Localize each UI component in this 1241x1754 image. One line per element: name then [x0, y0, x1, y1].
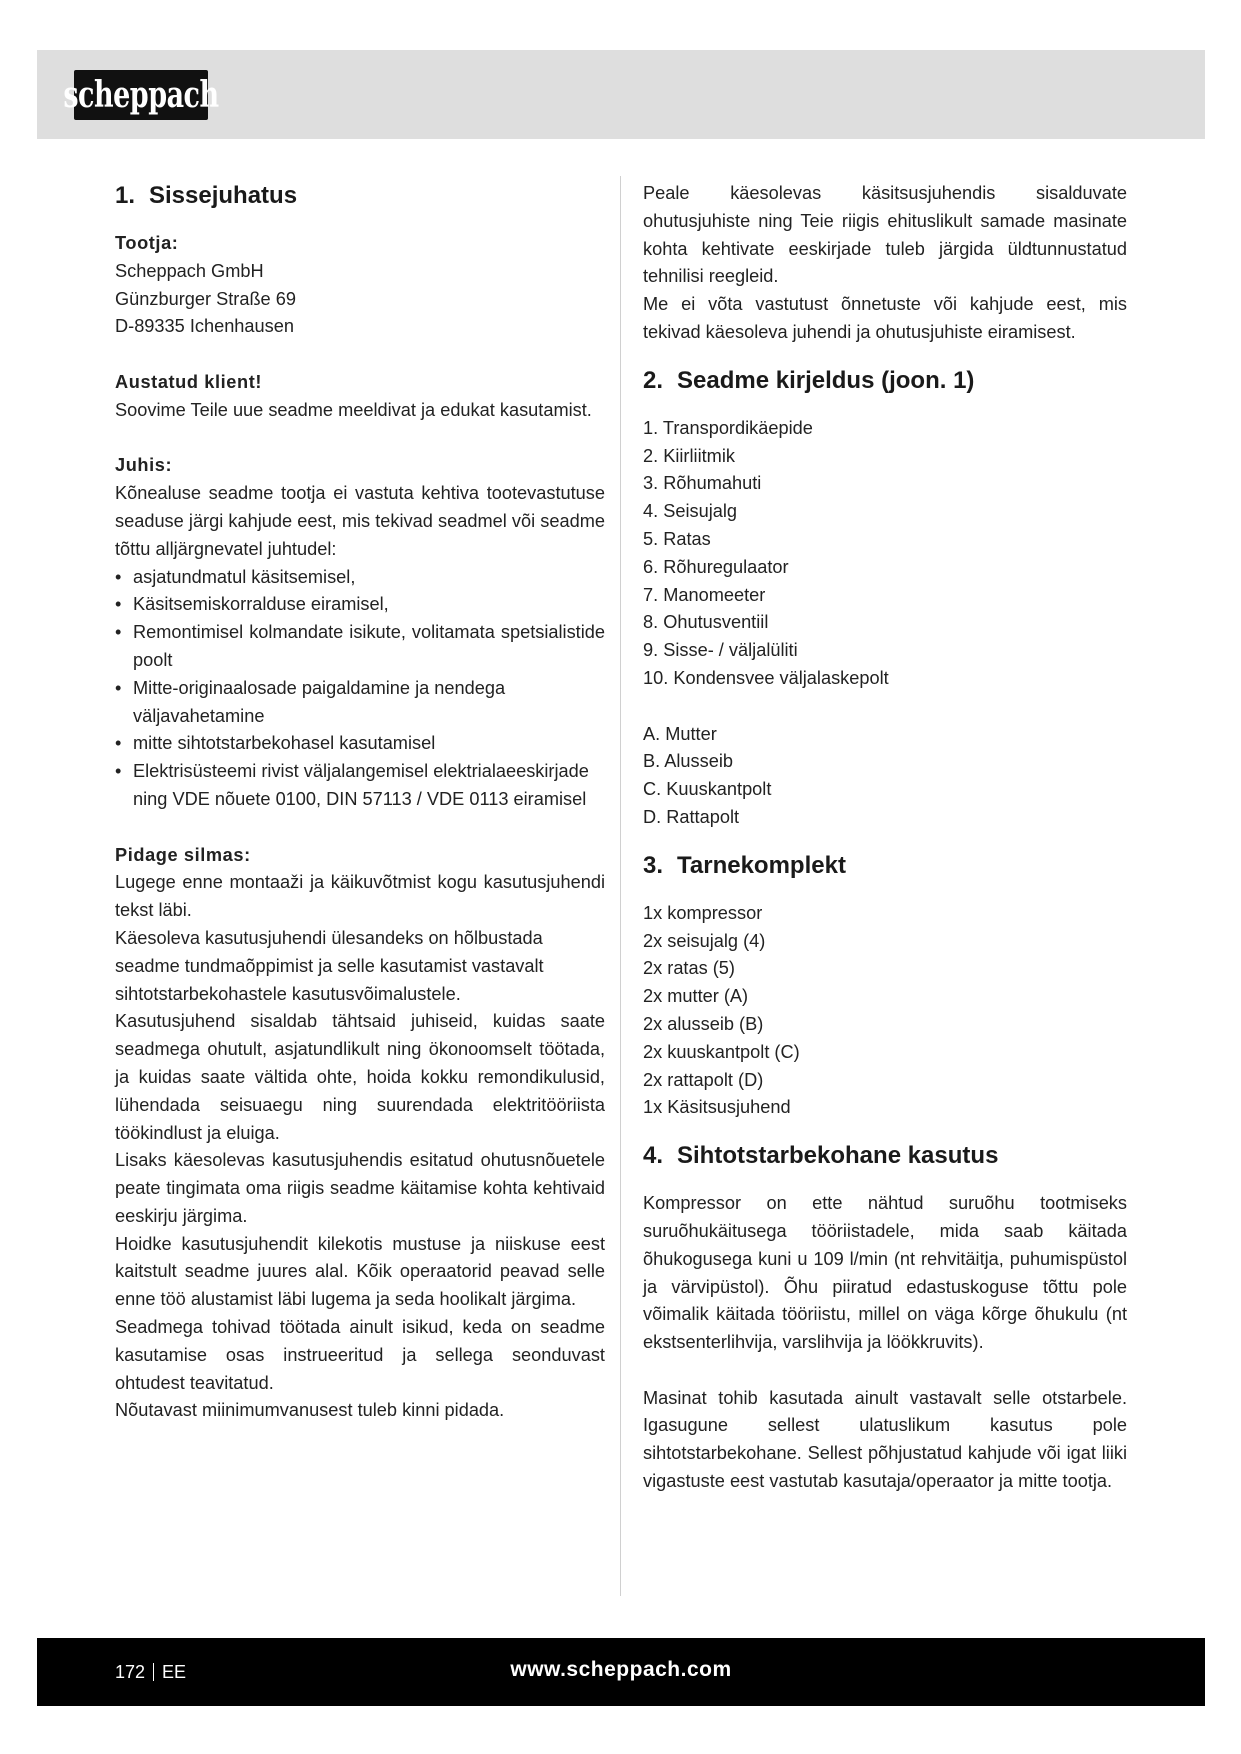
list-item: 2x seisujalg (4): [643, 930, 766, 951]
column-divider: [620, 176, 621, 1596]
attention-paragraph: Kasutusjuhend sisaldab tähtsaid juhiseid, kuidas saate seadmega ohutult, asjatundlikult ning ökonoomselt töötada, ja kuidas saate vältida ohte, hoida kokku remondikulusid, lühendada seisuaegu ning suurendada elektritööriista töökindlust ja eluiga.: [115, 1011, 605, 1143]
list-item: 10. Kondensvee väljalaskepolt: [643, 667, 889, 688]
list-item: D. Rattapolt: [643, 806, 740, 827]
list-item: • Mitte-originaalosade paigaldamine ja nendega väljavahetamine: [115, 675, 605, 731]
attention-paragraph: Seadmega tohivad töötada ainult isikud, keda on seadme kasutamise osas instrueeritud ja sellega seonduvast ohtudest teavitatud.: [115, 1317, 605, 1393]
section-2-heading: [643, 365, 1127, 397]
section-4-heading: [643, 1140, 1127, 1172]
manufacturer-line: D-89335 Ichenhausen: [115, 316, 294, 337]
list-item: 6. Rõhuregulaator: [643, 556, 789, 577]
list-item: 3. Rõhumahuti: [643, 473, 762, 494]
section-4-title: Sihtotstarbekohane kasutus: [677, 1142, 999, 1170]
right-column: [643, 180, 1127, 1496]
dear-customer-label: Austatud klient!: [115, 371, 263, 392]
dear-customer-text: Soovime Teile uue seadme meeldivat ja edukat kasutamist.: [115, 399, 592, 420]
attention-paragraph: Lugege enne montaaži ja käikuvõtmist kogu kasutusjuhendi tekst läbi.: [115, 872, 605, 921]
list-item: 2x ratas (5): [643, 958, 735, 979]
list-item: B. Alusseib: [643, 751, 733, 772]
list-item: • mitte sihtotstarbekohasel kasutamisel: [115, 730, 605, 758]
intro-paragraph: Me ei võta vastutust õnnetuste või kahjude eest, mis tekivad käesoleva juhendi ja ohutusjuhiste eiramisest.: [643, 294, 1127, 342]
parts-list: [643, 415, 1127, 693]
list-item: A. Mutter: [643, 723, 717, 744]
language-code: EE: [162, 1662, 187, 1682]
page-number-value: 172: [115, 1662, 146, 1682]
section-4-number: 4.: [643, 1142, 664, 1170]
section-3-title: Tarnekomplekt: [677, 851, 846, 879]
list-item: • Elektrisüsteemi rivist väljalangemisel elektrialaeeskirjade ning VDE nõuete 0100, DIN 57113 / VDE 0113 eiramisel: [115, 758, 605, 814]
list-item: 8. Ohutusventiil: [643, 612, 769, 633]
note-bullet-list: [115, 564, 605, 814]
delivery-list: [643, 900, 1127, 1122]
footer-bar: [37, 1638, 1205, 1706]
list-item: 5. Ratas: [643, 528, 711, 549]
list-item: • Käsitsemiskorralduse eiramisel,: [115, 591, 605, 619]
list-item: 7. Manomeeter: [643, 584, 766, 605]
list-item: 1x kompressor: [643, 902, 763, 923]
manufacturer-line: Günzburger Straße 69: [115, 288, 296, 309]
list-item: 2x mutter (A): [643, 986, 749, 1007]
section-3-heading: [643, 850, 1127, 882]
intended-use-paragraph: Kompressor on ette nähtud suruõhu tootmiseks suruõhukäitusega tööriistadele, mida saab käitada õhukogusega kuni u 109 l/min (nt rehvitäitja, puhumispüstol ja värvipüstol). Õhu piiratud edastuskoguse tõttu pole võimalik käitada tööriistu, millel on väga kõrge õhukulu (nt ekstsenterlihvija, varslihvija ja löökkruvits).: [643, 1193, 1127, 1353]
section-3-number: 3.: [643, 851, 664, 879]
list-item: 1. Transpordikäepide: [643, 417, 813, 438]
list-item: 2x rattapolt (D): [643, 1069, 764, 1090]
attention-label: Pidage silmas:: [115, 844, 251, 865]
list-item: 4. Seisujalg: [643, 501, 738, 522]
manufacturer-line: Scheppach GmbH: [115, 260, 264, 281]
section-1-heading: [115, 180, 605, 212]
section-2-title: Seadme kirjeldus (joon. 1): [677, 366, 975, 394]
website-url[interactable]: www.scheppach.com: [510, 1658, 732, 1681]
list-item: 9. Sisse- / väljalüliti: [643, 640, 798, 661]
attention-paragraph: Nõutavast miinimumvanusest tuleb kinni pidada.: [115, 1400, 505, 1421]
list-item: • asjatundmatul käsitsemisel,: [115, 564, 605, 592]
note-text: Kõnealuse seadme tootja ei vastuta kehtiva tootevastutuse seaduse järgi kahjude eest, mis tekivad seadmel või seadme tõttu alljärgnevatel juhtudel:: [115, 483, 605, 559]
intro-paragraph: Peale käesolevas käsitsusjuhendis sisalduvate ohutusjuhiste ning Teie riigis ehituslikult samade masinate kohta kehtivate eeskirjade tuleb järgida üldtunnustatud tehnilisi reegleid.: [643, 183, 1127, 287]
list-item: 2x alusseib (B): [643, 1013, 764, 1034]
logo-text: scheppach: [63, 74, 219, 116]
intended-use-paragraph: Masinat tohib kasutada ainult vastavalt selle otstarbele. Igasugune sellest ulatuslikum kasutus pole sihtotstarbekohane. Sellest põhjustatud kahjude või igat liiki vigastuste eest vastutab kasutaja/operaator ja mitte tootja.: [643, 1387, 1127, 1492]
list-item: C. Kuuskantpolt: [643, 779, 772, 800]
manufacturer-label: Tootja:: [115, 233, 179, 253]
attention-paragraph: Hoidke kasutusjuhendit kilekotis mustuse ja niiskuse eest kaitstult seadme juures alal. Kõik operaatorid peavad selle enne töö alustamist läbi lugema ja seda hoolikalt järgima.: [115, 1233, 605, 1310]
note-label: Juhis:: [115, 455, 173, 476]
attention-paragraph: Käesoleva kasutusjuhendi ülesandeks on hõlbustada seadme tundmaõppimist ja selle kasutamist vastavalt sihtotstarbekohastele kasutusvõimalustele.: [115, 927, 544, 1004]
left-column: [115, 180, 605, 1425]
list-item: 1x Käsitsusjuhend: [643, 1097, 791, 1118]
list-item: 2. Kiirliitmik: [643, 445, 735, 466]
scheppach-logo: [63, 70, 219, 120]
section-1-number: 1.: [115, 182, 136, 209]
attention-paragraph: Lisaks käesolevas kasutusjuhendis esitatud ohutusnõuetele peate tingimata oma riigis seadme käitamise kohta kehtivaid eeskirju järgima.: [115, 1150, 605, 1226]
hardware-list: [643, 721, 1127, 832]
list-item: 2x kuuskantpolt (C): [643, 1041, 800, 1062]
list-item: • Remontimisel kolmandate isikute, volitamata spetsialistide poolt: [115, 619, 605, 675]
section-1-title: Sissejuhatus: [149, 182, 298, 209]
section-2-number: 2.: [643, 366, 664, 394]
